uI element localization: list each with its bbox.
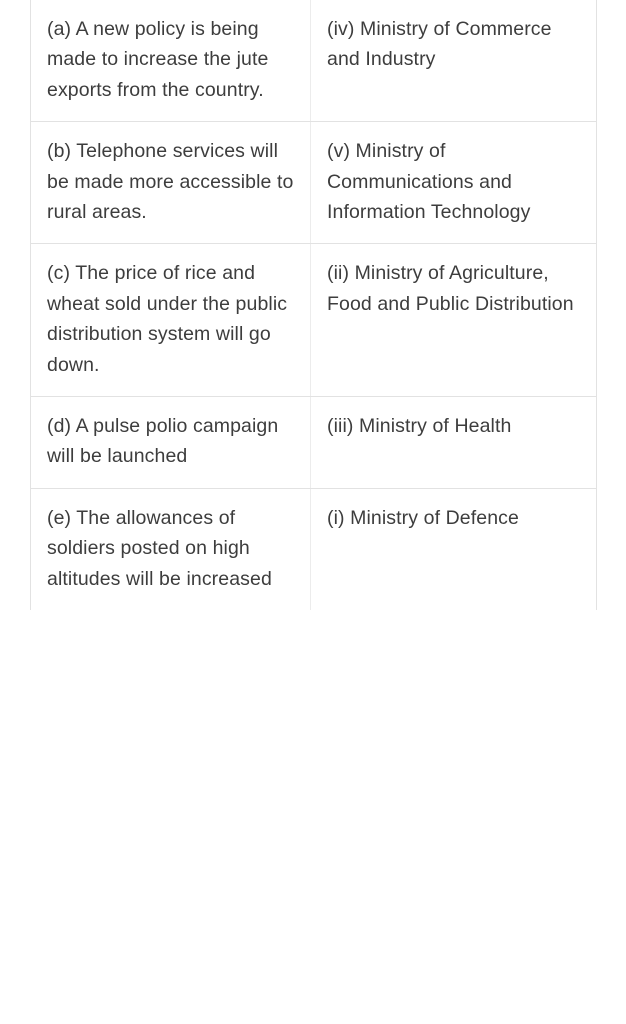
ministry-text: (v) Ministry of Communications and Information Technology xyxy=(327,140,531,224)
statement-text: (a) A new policy is being made to increase the jute exports from the country. xyxy=(47,18,269,101)
statement-text: (d) A pulse polio campaign will be launched xyxy=(47,415,279,468)
table-row xyxy=(31,0,597,122)
table-body xyxy=(31,0,597,610)
statement-text: (e) The allowances of soldiers posted on high altitudes will be increased xyxy=(47,506,272,590)
ministry-text: (iii) Ministry of Health xyxy=(327,415,512,438)
table-row xyxy=(31,244,597,397)
ministry-cell-a xyxy=(311,0,597,122)
statement-cell-e xyxy=(31,488,311,610)
statement-cell-a xyxy=(31,0,311,122)
ministry-cell-d xyxy=(311,397,597,489)
ministry-cell-c xyxy=(311,244,597,397)
ministry-text: (i) Ministry of Defence xyxy=(327,506,519,529)
statement-cell-b xyxy=(31,122,311,244)
ministry-cell-e xyxy=(311,488,597,610)
statement-cell-c xyxy=(31,244,311,397)
ministry-text: (ii) Ministry of Agriculture, Food and Public Distribution xyxy=(327,262,574,315)
statement-text: (b) Telephone services will be made more accessible to rural areas. xyxy=(47,140,294,224)
table-row xyxy=(31,397,597,489)
table-row xyxy=(31,122,597,244)
matching-table xyxy=(30,0,597,610)
ministry-cell-b xyxy=(311,122,597,244)
statement-text: (c) The price of rice and wheat sold under the public distribution system will go down. xyxy=(47,262,288,376)
statement-cell-d xyxy=(31,397,311,489)
ministry-text: (iv) Ministry of Commerce and Industry xyxy=(327,18,552,71)
table-row xyxy=(31,488,597,610)
